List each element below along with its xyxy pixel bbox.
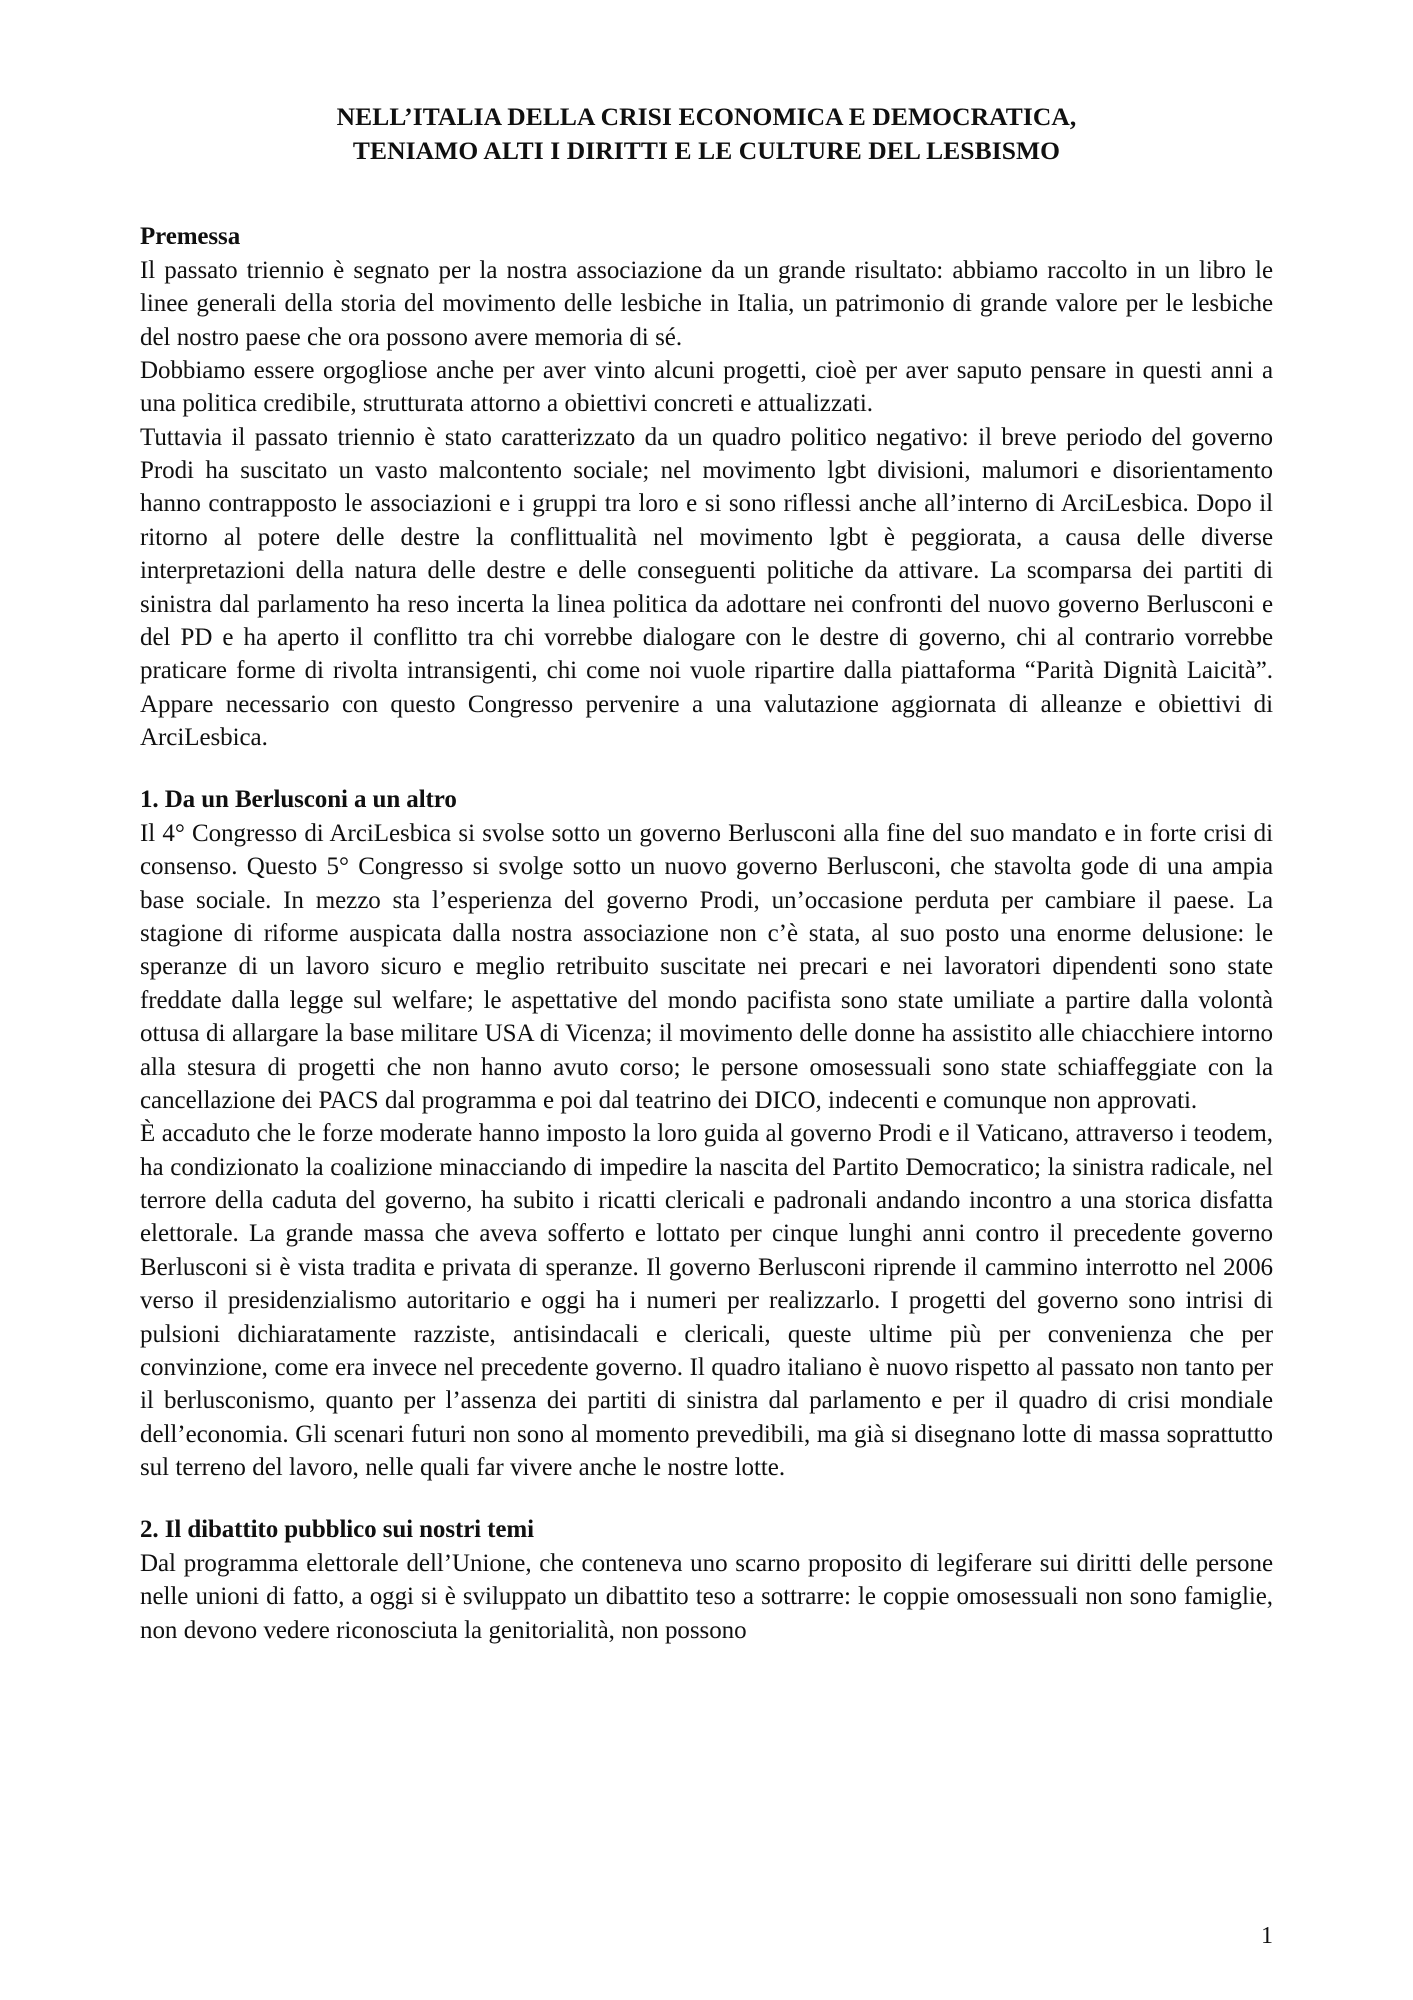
paragraph: Il 4° Congresso di ArciLesbica si svolse sotto un governo Berlusconi alla fine del suo mandato e in forte crisi di consenso. Questo 5° Congresso si svolge sotto un nuovo governo Berlusconi, che stavolta gode di una ampia base sociale. In mezzo sta l’esperienza del governo Prodi, un’occasione perduta per cambiare il paese. La stagione di riforme auspicata dalla nostra associazione non c’è stata, al suo posto una enorme delusione: le speranze di un lavoro sicuro e meglio retribuito suscitate nei precari e nei lavoratori dipendenti sono state freddate dalla legge sul welfare; le aspettative del mondo pacifista sono state umiliate a partire dalla volontà ottusa di allargare la base militare USA di Vicenza; il movimento delle donne ha assistito alle chiacchiere intorno alla stesura di progetti che non hanno avuto corso; le persone omosessuali sono state schiaffeggiate con la cancellazione dei PACS dal programma e poi dal teatrino dei DICO, indecenti e comunque non approvati.	[140, 819, 1273, 1114]
paragraph: È accaduto che le forze moderate hanno imposto la loro guida al governo Prodi e il Vaticano, attraverso i teodem, ha condizionato la coalizione minacciando di impedire la nascita del Partito Democratico; la sinistra radicale, nel terrore della caduta del governo, ha subito i ricatti clericali e padronali andando incontro a una storica disfatta elettorale. La grande massa che aveva sofferto e lottato per cinque lunghi anni contro il precedente governo Berlusconi si è vista tradita e privata di speranze. Il governo Berlusconi riprende il cammino interrotto nel 2006 verso il presidenzialismo autoritario e oggi ha i numeri per realizzarlo. I progetti del governo sono intrisi di pulsioni dichiaratamente razziste, antisindacali e clericali, queste ultime più per convenienza che per convinzione, come era invece nel precedente governo. Il quadro italiano è nuovo rispetto al passato non tanto per il berlusconismo, quanto per l’assenza dei partiti di sinistra dal parlamento e per il quadro di crisi mondiale dell’economia. Gli scenari futuri non sono al momento prevedibili, ma già si disegnano lotte di massa soprattutto sul terreno del lavoro, nelle quali far vivere anche le nostre lotte.	[140, 1120, 1273, 1482]
paragraph: Il passato triennio è segnato per la nostra associazione da un grande risultato: abbiamo raccolto in un libro le linee generali della storia del movimento delle lesbiche in Italia, un patrimonio di grande valore per le lesbiche del nostro paese che ora possono avere memoria di sé.	[140, 256, 1273, 351]
section-da-un-berlusconi-a-un-altro	[140, 784, 1273, 1484]
paragraph: Tuttavia il passato triennio è stato caratterizzato da un quadro politico negativo: il breve periodo del governo Prodi ha suscitato un vasto malcontento sociale; nel movimento lgbt divisioni, malumori e disorientamento hanno contrapposto le associazioni e i gruppi tra loro e si sono riflessi anche all’interno di ArciLesbica. Dopo il ritorno al potere delle destre la conflittualità nel movimento lgbt è peggiorata, a causa delle diverse interpretazioni della natura delle destre e delle conseguenti politiche da attivare. La scomparsa dei partiti di sinistra dal parlamento ha reso incerta la linea politica da adottare nei confronti del nuovo governo Berlusconi e del PD e ha aperto il conflitto tra chi vorrebbe dialogare con le destre di governo, chi al contrario vorrebbe praticare forme di rivolta intransigenti, chi come noi vuole ripartire dalla piattaforma “Parità Dignità Laicità”. Appare necessario con questo Congresso pervenire a una valutazione aggiornata di alleanze e obiettivi di ArciLesbica.	[140, 423, 1273, 752]
paragraph: Dobbiamo essere orgogliose anche per aver vinto alcuni progetti, cioè per aver saputo pensare in questi anni a una politica credibile, strutturata attorno a obiettivi concreti e attualizzati.	[140, 356, 1273, 418]
section-il-dibattito-pubblico-sui-nostri-temi	[140, 1514, 1273, 1647]
section-premessa	[140, 221, 1273, 754]
paragraph: Dal programma elettorale dell’Unione, che conteneva uno scarno proposito di legiferare sui diritti delle persone nelle unioni di fatto, a oggi si è sviluppato un dibattito teso a sottrarre: le coppie omosessuali non sono famiglie, non devono vedere riconosciuta la genitorialità, non possono	[140, 1549, 1273, 1644]
document-title	[140, 100, 1273, 167]
section-heading-premessa: Premessa	[140, 223, 241, 251]
section-heading-2: 2. Il dibattito pubblico sui nostri temi	[140, 1516, 534, 1544]
section-heading-1: 1. Da un Berlusconi a un altro	[140, 786, 457, 814]
document-title-line-2: TENIAMO ALTI I DIRITTI E LE CULTURE DEL LESBISMO	[352, 135, 1061, 165]
section-spacer	[140, 754, 1273, 784]
page-number: 1	[1261, 1923, 1273, 1949]
document-title-line-1: NELL’ITALIA DELLA CRISI ECONOMICA E DEMOCRATICA,	[336, 102, 1077, 131]
section-spacer	[140, 1484, 1273, 1514]
